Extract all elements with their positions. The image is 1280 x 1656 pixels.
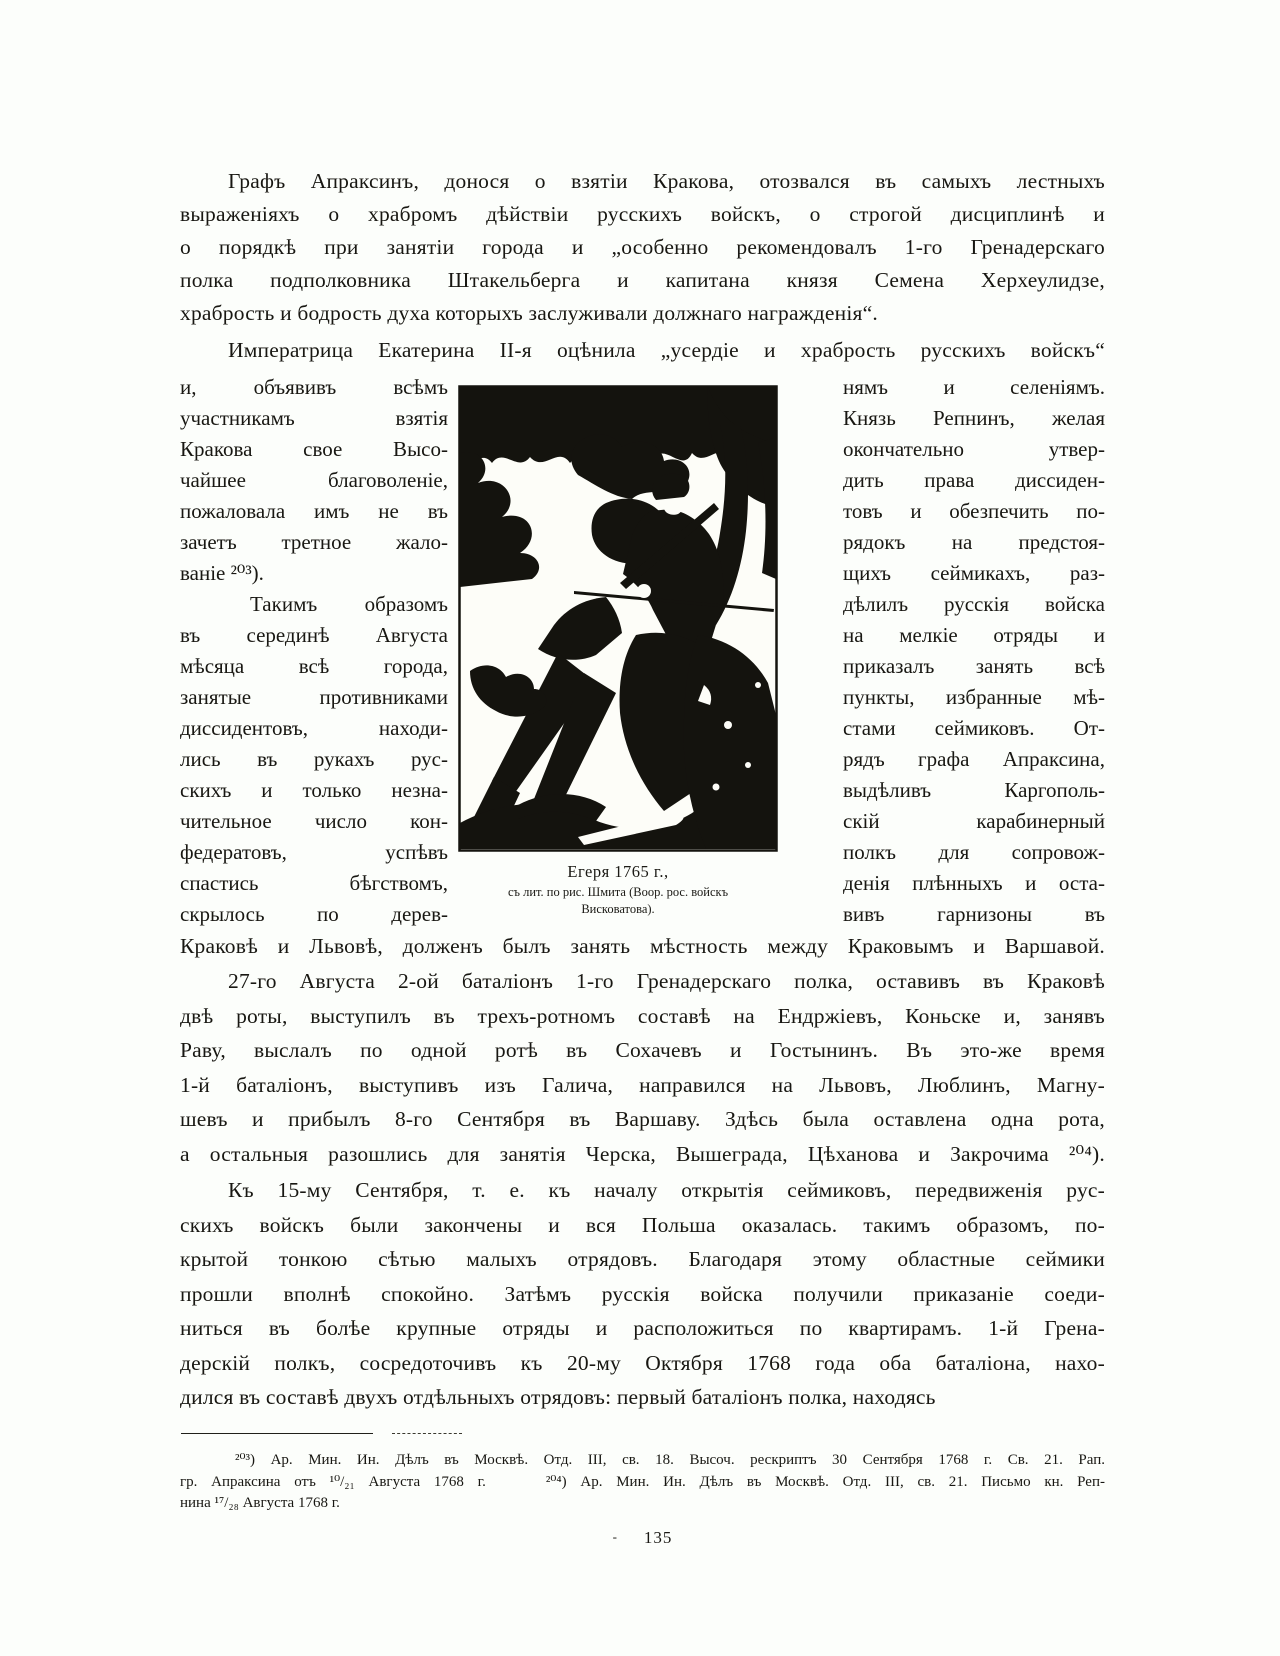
- text-line: рядъ графа Апраксина,: [843, 747, 1105, 771]
- text-line: скихъ и только незна-: [180, 778, 448, 802]
- text-line: занятые противниками: [180, 685, 448, 709]
- text-line: чайшее благоволеніе,: [180, 468, 448, 492]
- text-line: гр. Апраксина отъ ¹⁰/₂₁ Августа 1768 г. ²⁰⁴) Ар. Мин. Ин. Дѣлъ въ Москвѣ. Отд. III, св. 21. Письмо кн. Реп-: [180, 1473, 1105, 1490]
- text-line: дился въ составѣ двухъ отдѣльныхъ отрядовъ: первый баталіонъ полка, находясь: [180, 1385, 936, 1409]
- text-line: 1-й баталіонъ, выступивъ изъ Галича, направился на Львовъ, Люблинъ, Магну-: [180, 1072, 1105, 1097]
- text-line: Краковѣ и Львовѣ, долженъ былъ занять мѣстность между Краковымъ и Варшавой.: [180, 934, 1105, 958]
- text-line: скрылось по дерев-: [180, 902, 448, 926]
- right-column: [843, 372, 1105, 930]
- paragraph-4: [180, 1173, 1105, 1415]
- text-line: пожаловала имъ не въ: [180, 499, 448, 523]
- text-line: стами сеймиковъ. От-: [843, 716, 1105, 740]
- text-line: участникамъ взятія: [180, 406, 448, 430]
- footnote-rule-fragment: [392, 1433, 462, 1434]
- text-line: Къ 15-му Сентября, т. е. къ началу открытія сеймиковъ, передвиженія рус-: [228, 1178, 1105, 1202]
- text-line: Раву, выслалъ по одной ротѣ въ Сохачевъ и Гостынинъ. Въ это-же время: [180, 1038, 1105, 1062]
- text-line: скихъ войскъ были закончены и вся Польша оказалась. такимъ образомъ, по-: [180, 1212, 1105, 1237]
- text-line: Висковатова).: [581, 902, 655, 916]
- text-line: мѣсяца всѣ города,: [180, 654, 448, 678]
- text-line: храбрость и бодрость духа которыхъ заслуживали должнаго награжденія“.: [180, 301, 878, 325]
- text-line: нямъ и селеніямъ.: [843, 375, 1105, 399]
- text-line: а остальныя разошлись для занятія Черска, Вышеграда, Цѣханова и Закрочима ²⁰⁴).: [180, 1141, 1105, 1166]
- text-line: ниться въ болѣе крупные отряды и расположиться по квартирамъ. 1-й Грена-: [180, 1316, 1105, 1340]
- text-line: Императрица Екатерина II-я оцѣнила „усердіе и храбрость русскихъ войскъ“: [228, 338, 1105, 362]
- text-line: прошли вполнѣ спокойно. Затѣмъ русскія войска получили приказаніе соеди-: [180, 1281, 1105, 1306]
- text-line: зачетъ третное жало-: [180, 530, 448, 554]
- text-line: нина ¹⁷/₂₈ Августа 1768 г.: [180, 1495, 340, 1511]
- text-line: полка подполковника Штакельберга и капитана князя Семена Херхеулидзе,: [180, 268, 1105, 292]
- text-line: щихъ сеймикахъ, раз-: [843, 561, 1105, 585]
- text-line: на мелкіе отряды и: [843, 623, 1105, 647]
- paragraph-1: [180, 165, 1105, 330]
- text-line: и, объявивъ всѣмъ: [180, 375, 448, 399]
- text-line: Графъ Апраксинъ, донося о взятіи Кракова, отозвался въ самыхъ лестныхъ: [228, 169, 1105, 193]
- after-figure-line: [180, 931, 1105, 961]
- text-line: федератовъ, успѣвъ: [180, 840, 448, 864]
- text-line: шевъ и прибылъ 8-го Сентября въ Варшаву. Здѣсь была оставлена одна рота,: [180, 1107, 1105, 1131]
- footnote-rule: [181, 1433, 373, 1434]
- text-line: Кракова свое Высо-: [180, 437, 448, 461]
- text-line: товъ и обезпечить по-: [843, 499, 1105, 523]
- text-line: выраженіяхъ о храбромъ дѣйствіи русскихъ войскъ, о строгой дисциплинѣ и: [180, 202, 1105, 226]
- page-number-value: 135: [643, 1528, 673, 1547]
- left-column: [180, 372, 448, 930]
- jaeger-engraving: [458, 385, 778, 852]
- text-line: выдѣливъ Каргополь-: [843, 778, 1105, 802]
- text-line: пункты, избранные мѣ-: [843, 685, 1105, 709]
- text-line: дить права диссиден-: [843, 468, 1105, 492]
- paragraph-3: [180, 964, 1105, 1171]
- text-line: Такимъ образомъ: [250, 592, 448, 616]
- text-line: спастись бѣгствомъ,: [180, 871, 448, 895]
- text-line: скій карабинерный: [843, 809, 1105, 833]
- text-line: окончательно утвер-: [843, 437, 1105, 461]
- text-line: чительное число кон-: [180, 809, 448, 833]
- paragraph-2-intro: [180, 335, 1105, 365]
- text-line: полкъ для сопровож-: [843, 840, 1105, 864]
- text-line: денія плѣнныхъ и оста-: [843, 871, 1105, 895]
- text-line: приказалъ занять всѣ: [843, 654, 1105, 678]
- text-line: лись въ рукахъ рус-: [180, 747, 448, 771]
- text-line: Князь Репнинъ, желая: [843, 406, 1105, 430]
- footnotes: [180, 1450, 1105, 1515]
- text-line: дерскій полкъ, сосредоточивъ къ 20-му Октября 1768 года оба баталіона, нахо-: [180, 1350, 1105, 1375]
- text-line: съ лит. по рис. Шмита (Воор. рос. войскъ: [507, 885, 729, 899]
- page-number-dash: -: [612, 1529, 618, 1544]
- text-line: ²⁰³) Ар. Мин. Ин. Дѣлъ въ Москвѣ. Отд. III, св. 18. Высоч. рескриптъ 30 Сентября 1768 г. Св. 21. Рап.: [235, 1452, 1105, 1468]
- text-line: крытой тонкою сѣтью малыхъ отрядовъ. Благодаря этому областные сеймики: [180, 1247, 1105, 1271]
- text-line: дѣлилъ русскія войска: [843, 592, 1105, 616]
- figure-caption: [458, 860, 778, 918]
- text-line: о порядкѣ при занятіи города и „особенно рекомендовалъ 1-го Гренадерскаго: [180, 235, 1105, 259]
- text-line: вивъ гарнизоны въ: [843, 902, 1105, 926]
- figure-caption-title: Егеря 1765 г.,: [567, 862, 669, 881]
- text-line: ваніе ²⁰³).: [180, 561, 264, 585]
- text-line: рядокъ на предстоя-: [843, 530, 1105, 554]
- text-line: въ серединѣ Августа: [180, 623, 448, 647]
- text-line: 27-го Августа 2-ой баталіонъ 1-го Гренадерскаго полка, оставивъ въ Краковѣ: [228, 969, 1105, 993]
- figure: [458, 385, 778, 918]
- figure-caption-sub: [438, 884, 798, 918]
- page-number: [180, 1528, 1105, 1548]
- text-line: диссидентовъ, находи-: [180, 716, 448, 740]
- text-line: двѣ роты, выступилъ въ трехъ-ротномъ составѣ на Ендржіевъ, Коньске и, занявъ: [180, 1003, 1105, 1028]
